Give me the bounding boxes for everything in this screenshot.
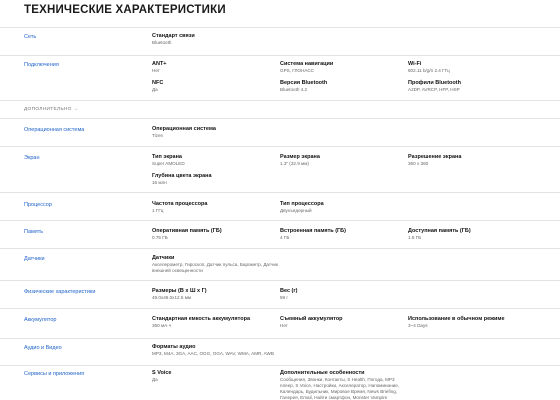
spec-value: A2DP, AVRCP, HFP, HSP	[408, 87, 460, 92]
spec-item	[408, 228, 533, 241]
category-label[interactable]: Процессор	[24, 202, 52, 208]
spec-label: NFC	[152, 80, 164, 86]
spec-item	[280, 61, 405, 74]
spec-label: Wi-Fi	[408, 61, 422, 67]
spec-row-audio-video	[0, 338, 560, 366]
category-label[interactable]: Операционная система	[24, 127, 85, 133]
spec-label: Использование в обычном режиме	[408, 316, 505, 322]
spec-value: 16 млн	[152, 180, 167, 185]
more-link[interactable]: ДОПОЛНИТЕЛЬНО →	[24, 107, 79, 112]
spec-label: Встроенная память (ГБ)	[280, 228, 346, 234]
spec-item	[280, 316, 405, 329]
spec-label: Размеры (В x Ш x Г)	[152, 288, 207, 294]
spec-label: Дополнительные особенности	[280, 370, 365, 376]
spec-row-battery	[0, 308, 560, 339]
spec-value: Нет	[152, 68, 160, 73]
spec-item	[152, 228, 277, 241]
spec-value: 49.0x46.0x12.5 мм	[152, 295, 192, 300]
spec-value: Super AMOLED	[152, 161, 185, 166]
spec-value: 360 x 360	[408, 161, 429, 166]
spec-item	[152, 201, 277, 214]
spec-item	[152, 255, 280, 274]
spec-item	[152, 33, 277, 46]
spec-label: Разрешение экрана	[408, 154, 462, 160]
spec-value: Да	[152, 87, 158, 92]
spec-item	[152, 80, 277, 93]
spec-label: Профили Bluetooth	[408, 80, 461, 86]
spec-row-sensors	[0, 248, 560, 281]
spec-label: Система навигации	[280, 61, 334, 67]
spec-label: Оперативная память (ГБ)	[152, 228, 222, 234]
spec-value: 0.75 ГБ	[152, 235, 168, 240]
spec-item	[280, 228, 405, 241]
spec-row-processor	[0, 192, 560, 221]
spec-value: Bluetooth 4.2	[280, 87, 308, 92]
spec-value: Tizen	[152, 133, 164, 138]
spec-item	[280, 288, 405, 301]
spec-item	[152, 154, 277, 167]
spec-label: Стандарт связи	[152, 33, 195, 39]
spec-label: ANT+	[152, 61, 167, 67]
category-label[interactable]: Аккумулятор	[24, 317, 57, 323]
category-label[interactable]: Аудио и Видео	[24, 345, 62, 351]
page-title: ТЕХНИЧЕСКИЕ ХАРАКТЕРИСТИКИ	[24, 4, 226, 16]
spec-item	[152, 288, 277, 301]
spec-value: 802.11 b/g/n 2.4 ГГц	[408, 68, 450, 73]
spec-row-connectivity	[0, 55, 560, 101]
spec-label: Частота процессора	[152, 201, 208, 207]
spec-item	[152, 370, 277, 383]
category-label[interactable]: Сервисы и приложения	[24, 371, 85, 377]
spec-value: 4 ГБ	[280, 235, 290, 240]
spec-value: 360 мА·ч	[152, 323, 172, 328]
spec-row-physical	[0, 280, 560, 309]
category-label[interactable]: Память	[24, 229, 44, 235]
spec-item	[152, 126, 277, 139]
spec-value: Нет	[280, 323, 288, 328]
category-label[interactable]: Сеть	[24, 34, 37, 40]
spec-label: Доступная память (ГБ)	[408, 228, 471, 234]
spec-label: Датчики	[152, 255, 175, 261]
spec-label: Вес (г)	[280, 288, 298, 294]
spec-item	[280, 201, 405, 214]
spec-value: 3~4 Days	[408, 323, 428, 328]
spec-value: Акселерометр, Гироскоп, Датчик пульса, Барометр, Датчик внешней освещенности	[152, 262, 278, 273]
spec-item	[152, 61, 277, 74]
spec-value: Сообщения, Звонки, Контакты, S Health, Погода, MP3 плеер, S Voice, Настройки, Акселератор, Напоминание, Календарь, Будильник, Мировое Время, News Briefing, Галерея, Email, Найти смартфон, Monster Vampire	[280, 377, 400, 400]
spec-value: Bluetooth	[152, 40, 172, 45]
spec-value: MP3, M4A, 3GA, AAC, OGG, OGA, WAV, WMA, AMR, AWB	[152, 351, 274, 356]
spec-row-services	[0, 365, 560, 400]
spec-label: S Voice	[152, 370, 172, 376]
category-label[interactable]: Экран	[24, 155, 40, 161]
spec-value: Да	[152, 377, 158, 382]
spec-item	[408, 61, 533, 74]
spec-item	[152, 316, 277, 329]
spec-label: Форматы аудио	[152, 344, 196, 350]
spec-value: 1 ГГц	[152, 208, 164, 213]
spec-item	[408, 154, 533, 167]
spec-value: GPS, ГЛОНАСС	[280, 68, 314, 73]
spec-value: 1.5 ГБ	[408, 235, 422, 240]
more-divider	[0, 100, 560, 119]
spec-label: Стандартная емкость аккумулятора	[152, 316, 251, 322]
spec-label: Съемный аккумулятор	[280, 316, 343, 322]
spec-item	[152, 344, 332, 357]
spec-label: Тип процессора	[280, 201, 324, 207]
spec-label: Размер экрана	[280, 154, 320, 160]
spec-item	[280, 80, 405, 93]
spec-item	[280, 370, 408, 400]
category-label[interactable]: Подключения	[24, 62, 59, 68]
spec-item	[152, 173, 277, 186]
spec-value: 1.3" (32.9 мм)	[280, 161, 309, 166]
category-label[interactable]: Физические характеристики	[24, 289, 96, 295]
spec-row-memory	[0, 220, 560, 249]
spec-row-os	[0, 118, 560, 147]
spec-label: Глубина цвета экрана	[152, 173, 212, 179]
spec-label: Операционная система	[152, 126, 216, 132]
spec-label: Версия Bluetooth	[280, 80, 328, 86]
spec-value: 59 г	[280, 295, 289, 300]
spec-item	[408, 316, 533, 329]
spec-value: Двухъядерный	[280, 208, 312, 213]
spec-row-display	[0, 146, 560, 193]
spec-item	[408, 80, 533, 93]
category-label[interactable]: Датчики	[24, 256, 45, 262]
spec-label: Тип экрана	[152, 154, 182, 160]
spec-item	[280, 154, 405, 167]
